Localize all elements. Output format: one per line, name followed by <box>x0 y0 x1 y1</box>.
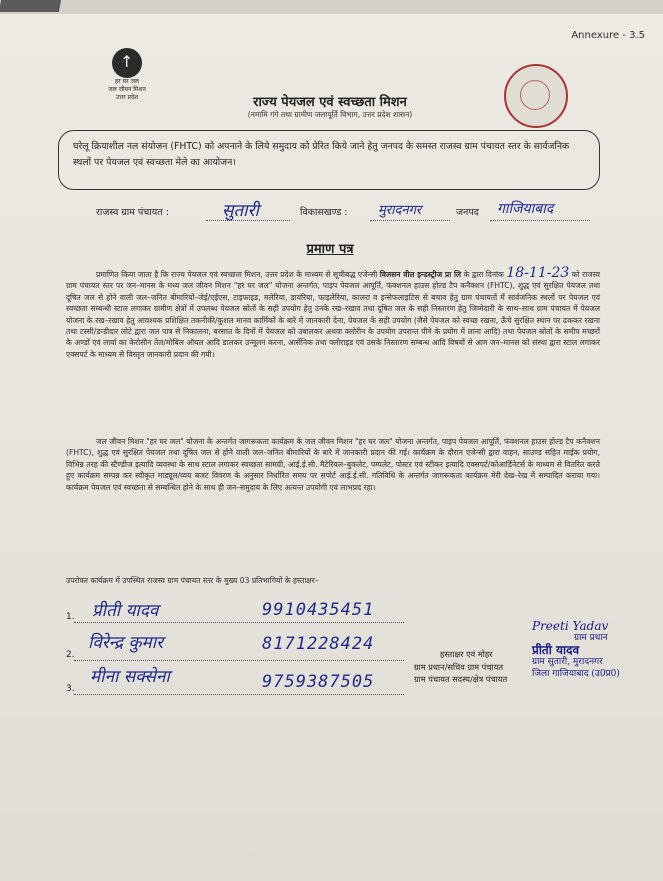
top-strip <box>0 0 663 14</box>
block-underline <box>370 220 450 221</box>
pradhan-stamp <box>532 620 652 680</box>
subject-box: घरेलू क्रियाशील नल संयोजन (FHTC) को अपनाने के लिये समुदाय को प्रेरित किये जाने हेतु जनपद के समस्त राजस्व ग्राम पंचायत स्तर के सार्वजनिक स्थलों पर पेयजल एवं स्वच्छता मेले का आयोजन। <box>58 130 600 190</box>
officer-line-3: ग्राम पंचायत सदस्य/क्षेत्र पंचायत <box>414 674 508 685</box>
certificate-paragraph-2 <box>66 436 600 493</box>
signatory-2-number: 2. <box>66 650 75 660</box>
signatory-3-name: मीना सक्सेना <box>90 667 170 687</box>
gram-panchayat-label: राजस्व ग्राम पंचायत : <box>96 207 169 218</box>
certificate-paragraph-1 <box>66 265 600 360</box>
stamp-line-3: ग्राम सुतारी, मुरादनगर <box>532 657 603 667</box>
stamp-line-4: जिला गाजियाबाद (उ0प्र0) <box>532 669 620 679</box>
officer-line-2: ग्राम प्रधान/सचिव ग्राम पंचायत <box>414 661 503 672</box>
signatory-2-line <box>74 660 404 661</box>
signatory-1-phone: 9910435451 <box>262 600 375 620</box>
logo-caption-2: जल जीवन मिशन <box>108 86 146 93</box>
stamp-line-2: प्रीती यादव <box>532 643 580 657</box>
stamp-line-1: ग्राम प्रधान <box>574 633 608 643</box>
pradhan-signature: Preeti Yadav <box>532 619 609 633</box>
block-label: विकासखण्ड : <box>300 207 348 218</box>
event-date: 18-11-23 <box>506 265 570 281</box>
district-value: गाजियाबाद <box>497 201 554 217</box>
top-edge-mark <box>0 0 61 12</box>
para1-part2: के द्वारा दिनांक <box>463 270 504 279</box>
signatory-2-name: विरेन्द्र कुमार <box>88 633 164 653</box>
para1-part1: प्रमाणित किया जाता है कि राज्य पेयजल एवं स्वच्छता मिशन, उत्तर प्रदेश के माध्यम से सूचीबद्ध एजेन्सी <box>96 270 378 279</box>
department-subtitle: (नमामि गंगे तथा ग्रामीण जलापूर्ति विभाग, उत्तर प्रदेश शासन) <box>247 110 413 119</box>
up-government-seal-icon <box>504 64 568 128</box>
para1-part3: को राजस्व ग्राम पंचायत स्तर पर जन–मानस के मध्य जल जीवन मिशन "हर घर जल" योजना अन्तर्गत, पाइप पेयजल आपूर्ति, फंक्शनल हाउस होल्ड टैप कनैक्शन (FHTC), शुद्ध एवं सुरक्षित पेयजल तथा दूषित जल से होने वाली जल–जनित बीमारियों–जेई/एईएस, टाइफाइड, मलेरिया, डायरिया, फाइलेरिया, कालरा व इन्सेफलाइटिस से बचाव हेतु ग्राम पंचायतों में सार्वजनिक स्थलों पर पेयजल एवं स्वच्छता सम्बन्धी स्टाल लगाकर ग्रामीण क्षेत्रों में उपलब्ध पेयजल स्रोतों के सही उपयोग हेतु उनके रख–रखाव तथा दूषित जल के सही निस्तारण हेतु जिम्मेदारी के साथ–साथ ग्राम पंचायत में पेयजल योजना के रख–रखाव हेतु आवश्यक प्रशिक्षित तकनीकी/कुशल मानव कार्मिकों के बारे में जानकारी देना, पेयजल के सही उपयोग (जैसे पेयजल को स्वच्छ रखना, ऊँचे सुरक्षित स्थान पर ढककर रखना तथा टस्सी/डन्डीदार लोटे द्वारा जल पात्र से निकालना, बरसात के दिनों में पेयजल को उबालकर अथवा क्लोरीन के उपयोग उपरान्त पीने के प्रयोग में लाना आदि) तथा पेयजल स्रोतों के समीप मच्छरों के अण्डों एवं लार्वा का केरोसीन तेल/मोबिल ऑयल आदि डालकर उन्मूलन करना, आर्सेनिक तथा फ्लोराइड एवं उसके निस्तारण सम्बन्ध आदि विषयों से आम जन–मानस को संस्था द्वारा स्टाल लगाकर एक्सपर्ट के माध्यम से विस्तृत जानकारी प्रदान की गयी। <box>66 270 600 359</box>
officer-line-1: हस्ताक्षर एवं मोहर <box>440 649 493 659</box>
signatory-3-number: 3. <box>66 684 75 694</box>
signatory-2-phone: 8171228424 <box>262 634 375 654</box>
signatory-1-number: 1. <box>66 612 75 622</box>
signatory-3-phone: 9759387505 <box>262 672 375 692</box>
signatory-3-line <box>74 694 404 695</box>
signatory-1-line <box>74 622 404 623</box>
district-underline <box>490 220 590 221</box>
logo-caption-1: हर घर जल <box>115 78 139 85</box>
mission-title: राज्य पेयजल एवं स्वच्छता मिशन <box>253 95 407 110</box>
block-value: मुरादनगर <box>378 203 422 218</box>
gram-panchayat-value: सुतारी <box>222 201 259 221</box>
district-label: जनपद <box>456 207 479 218</box>
jal-jeevan-mission-logo <box>104 48 150 102</box>
gram-underline <box>206 220 290 221</box>
signatory-1-name: प्रीती यादव <box>92 601 159 621</box>
agency-name: विलसन वील इन्डस्ट्रीज प्रा लि <box>379 270 462 279</box>
para2-text: जल जीवन मिशन "हर घर जल" योजना के अन्तर्गत जागरूकता कार्यक्रम के जल जीवन मिशन "हर घर जल" योजना अन्तर्गत, पाइप पेयजल आपूर्ति, फंक्शनल हाउस होल्ड टैप कनैक्शन (FHTC), शुद्ध एवं सुरक्षित पेयजल तथा दूषित जल से होने वाली जल–जनित बीमारियों के बारे में जानकारी प्रदान की गई। कार्यक्रम के दौरान एजेन्सी द्वारा वाहन, साउण्ड सहित माईक प्रयोग, विभिन्न तरह की स्टैण्डीज इत्यादि व्यवस्था के साथ स्टाल लगाकर स्वच्छता सामग्री, आई.ई.सी. मैटेरियल–बुकलेट, पम्पलेट, पोस्टर एवं स्टीकर इत्यादि एक्सपर्ट/कोआर्डिनेटर्स के माध्यम से वितरित करते हुए कार्यक्रम सम्पन्न कर स्वीकृत माड्यूल/व्यय बजट विवरण के अनुसार निर्धारित समय पर सपोर्ट आई.ई.सी. गतिविधि के अन्तर्गत जागरूकता कार्यक्रम मेरी देख–रेख में सम्पादित कराया गया। कार्यक्रम पेयजल एवं स्वच्छता से सम्बन्धित होने के साथ ही जन–समुदाय के लिए अत्यन्त उपयोगी एवं लाभप्रद रहा। <box>66 437 600 492</box>
signatories-intro: उपरोक्त कार्यक्रम में उपस्थित राजस्व ग्राम पंचायत स्तर के मुख्य 03 प्रतिभागियों के हस्ताक्षर– <box>66 576 319 585</box>
certificate-title: प्रमाण पत्र <box>306 242 354 257</box>
logo-caption-3: उत्तर प्रदेश <box>115 94 139 101</box>
drop-tap-icon: ↑ <box>112 48 142 78</box>
annexure-label: Annexure - 3.5 <box>571 30 645 41</box>
